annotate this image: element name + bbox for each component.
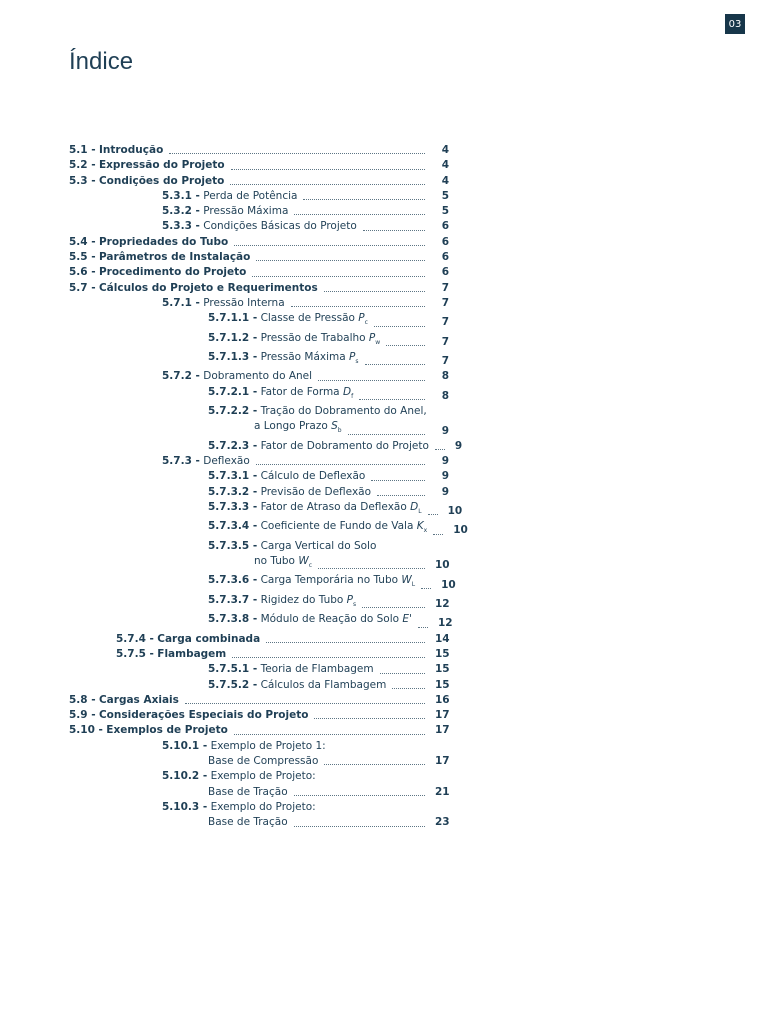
table-of-contents (69, 143, 468, 831)
toc-entry[interactable]: 5.10.3 - Exemplo do Projeto: (162, 800, 316, 813)
toc-entry[interactable]: 5.7.1.3 - Pressão Máxima $P_s$ 7 (208, 351, 449, 368)
toc-entry[interactable]: 5.7.5.1 - Teoria de Flambagem 15 (208, 663, 450, 676)
toc-entry[interactable]: 5.7.2.1 - Fator de Forma $D_f$ 8 (208, 385, 449, 402)
toc-entry[interactable]: 5.7.1.2 - Pressão de Trabalho $P_w$ 7 (208, 331, 449, 348)
toc-entry[interactable]: 5.7.1 - Pressão Interna 7 (162, 296, 449, 309)
toc-entry[interactable]: 5.7.3.1 - Cálculo de Deflexão 9 (208, 470, 449, 483)
toc-entry[interactable]: 5.7.2.3 - Fator de Dobramento do Projeto 9 (208, 439, 463, 452)
toc-entry[interactable]: 5.7.5 - Flambagem 15 (116, 647, 450, 660)
toc-entry[interactable]: 5.8 - Cargas Axiais 16 (69, 693, 450, 706)
toc-entry[interactable]: 5.7.3.5 - Carga Vertical do Solo (208, 539, 377, 552)
toc-entry[interactable]: 5.10.2 - Exemplo de Projeto: (162, 770, 316, 783)
toc-entry[interactable]: 5.10 - Exemplos de Projeto 17 (69, 724, 450, 737)
page-number-badge: 03 (725, 14, 745, 34)
page-title: Índice (69, 48, 134, 75)
toc-entry[interactable]: 5.7.3.8 - Módulo de Reação do Solo E' 12 (208, 613, 453, 630)
toc-entry[interactable]: 5.7.3.6 - Carga Temporária no Tubo $W_L$ 10 (208, 574, 456, 591)
toc-entry-continuation[interactable]: no Tubo $W_c$ 10 (254, 555, 450, 572)
toc-entry-continuation[interactable]: Base de Tração 23 (208, 816, 450, 829)
toc-entry-continuation[interactable]: Base de Compressão 17 (208, 755, 450, 768)
toc-entry[interactable]: 5.7.3.2 - Previsão de Deflexão 9 (208, 485, 449, 498)
toc-entry[interactable]: 5.1 - Introdução 4 (69, 144, 449, 156)
toc-entry[interactable]: 5.10.1 - Exemplo de Projeto 1: (162, 739, 326, 752)
toc-entry[interactable]: 5.3.3 - Condições Básicas do Projeto 6 (162, 220, 449, 233)
toc-entry[interactable]: 5.7.4 - Carga combinada 14 (116, 632, 450, 645)
toc-entry[interactable]: 5.7.3.3 - Fator de Atraso da Deflexão $D_L$ 10 (208, 501, 463, 518)
toc-entry[interactable]: 5.5 - Parâmetros de Instalação 6 (69, 251, 449, 264)
toc-entry[interactable]: 5.7.3.7 - Rigidez do Tubo $P_s$ 12 (208, 593, 450, 610)
toc-entry[interactable]: 5.7.3 - Deflexão 9 (162, 455, 449, 468)
toc-entry[interactable]: 5.9 - Considerações Especiais do Projeto 17 (69, 709, 450, 722)
toc-entry[interactable]: 5.4 - Propriedades do Tubo 6 (69, 235, 449, 248)
toc-entry[interactable]: 5.7.1.1 - Classe de Pressão $P_c$ 7 (208, 312, 449, 329)
toc-entry[interactable]: 5.7.2 - Dobramento do Anel 8 (162, 370, 449, 383)
toc-entry[interactable]: 5.7.5.2 - Cálculos da Flambagem 15 (208, 678, 450, 691)
toc-entry[interactable]: 5.7 - Cálculos do Projeto e Requerimentos 7 (69, 281, 449, 294)
toc-entry-continuation[interactable]: Base de Tração 21 (208, 785, 450, 798)
toc-entry[interactable]: 5.3.1 - Perda de Potência 5 (162, 189, 449, 202)
toc-entry[interactable]: 5.7.2.2 - Tração do Dobramento do Anel, (208, 405, 427, 418)
toc-entry-continuation[interactable]: a Longo Prazo $S_b$ 9 (254, 420, 449, 437)
toc-entry[interactable]: 5.7.3.4 - Coeficiente de Fundo de Vala $K_x$ 10 (208, 520, 468, 537)
toc-entry[interactable]: 5.6 - Procedimento do Projeto 6 (69, 266, 449, 279)
toc-entry[interactable]: 5.2 - Expressão do Projeto 4 (69, 159, 449, 172)
toc-entry[interactable]: 5.3 - Condições do Projeto 4 (69, 174, 449, 187)
toc-entry[interactable]: 5.3.2 - Pressão Máxima 5 (162, 205, 449, 218)
